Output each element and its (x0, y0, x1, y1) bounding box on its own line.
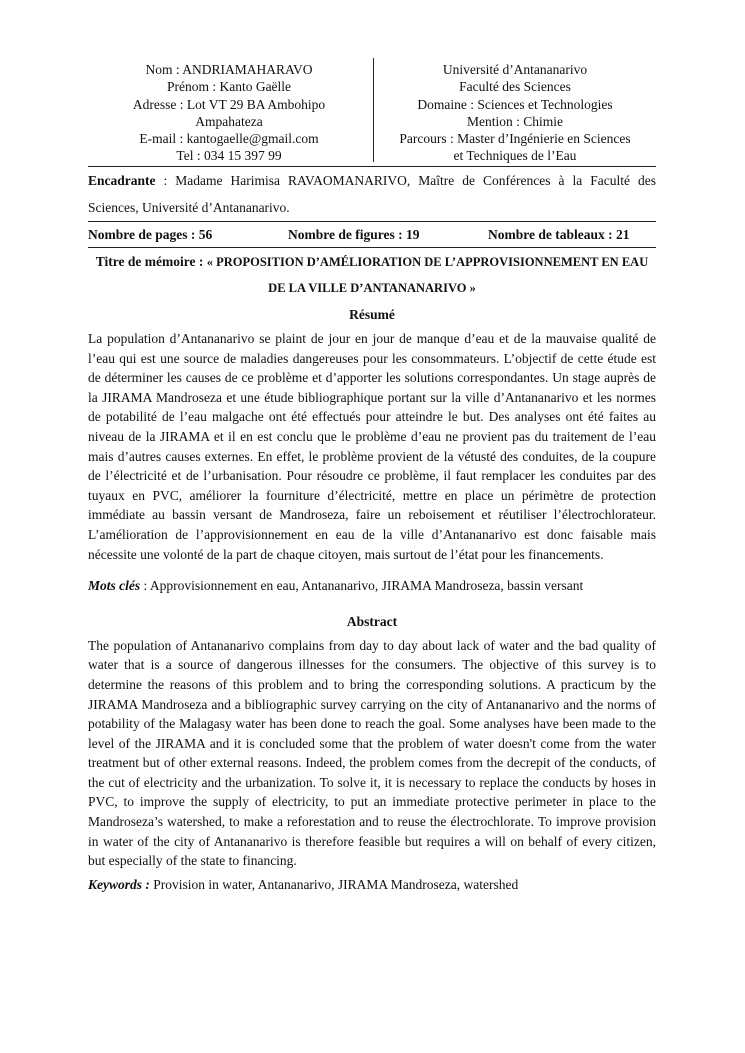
mention: Mention : Chimie (467, 113, 563, 129)
keywords-label: Keywords : (88, 876, 150, 892)
resume-body: La population d’Antananarivo se plaint de jour en jour de manque d’eau et de la mauvaise qualité de l’eau qui est une source de maladies dangereuses pour les consommateurs. L’objectif de cette étude est de déterminer les causes de ce problème et d’apporter les solutions correspondantes. Un stage auprès de la JIRAMA Mandroseza et une étude bibliographique portant sur la ville d’Antananarivo et les normes de potabilité de l’eau malgache ont été effectués pour atteindre le but. Des analyses ont été faites au niveau de la JIRAMA et il en est conclu que le problème d’eau ne provient pas du traitement de l’eau mais d’autres causes externes. En effet, le problème provient de la vétusté des conduites, de la coupure de l’électricité et de l’urbanisation. Pour résoudre ce problème, il faut remplacer les conduites par des tuyaux en PVC, améliorer la fourniture d’électricité, mettre en place un périmètre de protection immédiate au bassin versant de Mandroseza, faire un reboisement et réutiliser l’électrochlorateur. L’amélioration de l’approvisionnement en eau de la ville d’Antananarivo est donc faisable mais nécessite une volonté de la part de chaque citoyen, mais surtout de l’état pour les financements. (88, 331, 656, 562)
domain: Domaine : Sciences et Technologies (417, 96, 613, 112)
author-address-line2: Ampahateza (195, 113, 263, 129)
author-email: E-mail : kantogaelle@gmail.com (139, 131, 319, 147)
document-page (88, 58, 656, 894)
figure-count: Nombre de figures : 19 (288, 226, 420, 242)
university: Université d’Antananarivo (442, 62, 588, 77)
keywords-label: Mots clés (88, 578, 141, 594)
header-block (88, 58, 656, 166)
abstract-keywords (88, 875, 656, 895)
institution-info (374, 58, 656, 166)
encadrante (88, 167, 656, 221)
stats-row (88, 222, 656, 247)
author-phone: Tel : 034 15 397 99 (176, 148, 282, 164)
encadrante-text: : Madame Harimisa RAVAOMANARIVO, Maître de Conférences à la Faculté des Sciences, Université d’Antananarivo. (88, 173, 656, 215)
title-text: « PROPOSITION D’AMÉLIORATION DE L’APPROVISIONNEMENT EN EAU DE LA VILLE D’ANTANANARIVO » (206, 255, 649, 295)
author-name: Nom : ANDRIAMAHARAVO (145, 62, 313, 77)
abstract-heading: Abstract (346, 613, 398, 629)
author-address: Adresse : Lot VT 29 BA Ambohipo (132, 96, 326, 112)
author-firstname: Prénom : Kanto Gaëlle (166, 79, 292, 95)
table-count: Nombre de tableaux : 21 (488, 226, 630, 242)
author-info (88, 58, 370, 166)
encadrante-label: Encadrante (88, 173, 156, 188)
parcours-line2: et Techniques de l’Eau (453, 148, 577, 164)
faculty: Faculté des Sciences (459, 79, 571, 95)
page-count: Nombre de pages : 56 (88, 226, 213, 242)
keywords-text: Provision in water, Antananarivo, JIRAMA Mandroseza, watershed (149, 876, 519, 892)
keywords-text: : Approvisionnement en eau, Antananarivo, JIRAMA Mandroseza, bassin versant (140, 578, 584, 594)
parcours: Parcours : Master d’Ingénierie en Sciences (399, 131, 631, 147)
title-label: Titre de mémoire : (95, 254, 207, 269)
resume-heading: Résumé (349, 307, 395, 322)
thesis-title (88, 248, 656, 301)
abstract-body: The population of Antananarivo complains from day to day about lack of water and the bad quality of water that is a source of dangerous illnesses for the consumers. The objective of this survey is to determine the reasons of this problem and to bring the corresponding solutions. A practicum by the JIRAMA Mandroseza and a bibliographic survey carrying on the city of Antananarivo and the norms of potability of the Malagasy water has been done to reach the goal. Some analyses have been made to the level of the JIRAMA and it is concluded some that the problem of water doesn't come from the water treatment but of other external reasons. Indeed, the problem comes from the decrepit of the conducts, of the cut of electricity and the urbanization. To solve it, it is necessary to replace the conducts by hoses in PVC, to improve the supply of electricity, to put an immediate protective perimeter in place to the Mandroseza’s watershed, to make a reforestation and to reuse the électrochlorate. To improve provision in water of the city of Antananarivo is therefore feasible but requires a will on behalf of every citizen, but especially of the state to financing. (88, 637, 656, 869)
resume-keywords (88, 576, 656, 596)
